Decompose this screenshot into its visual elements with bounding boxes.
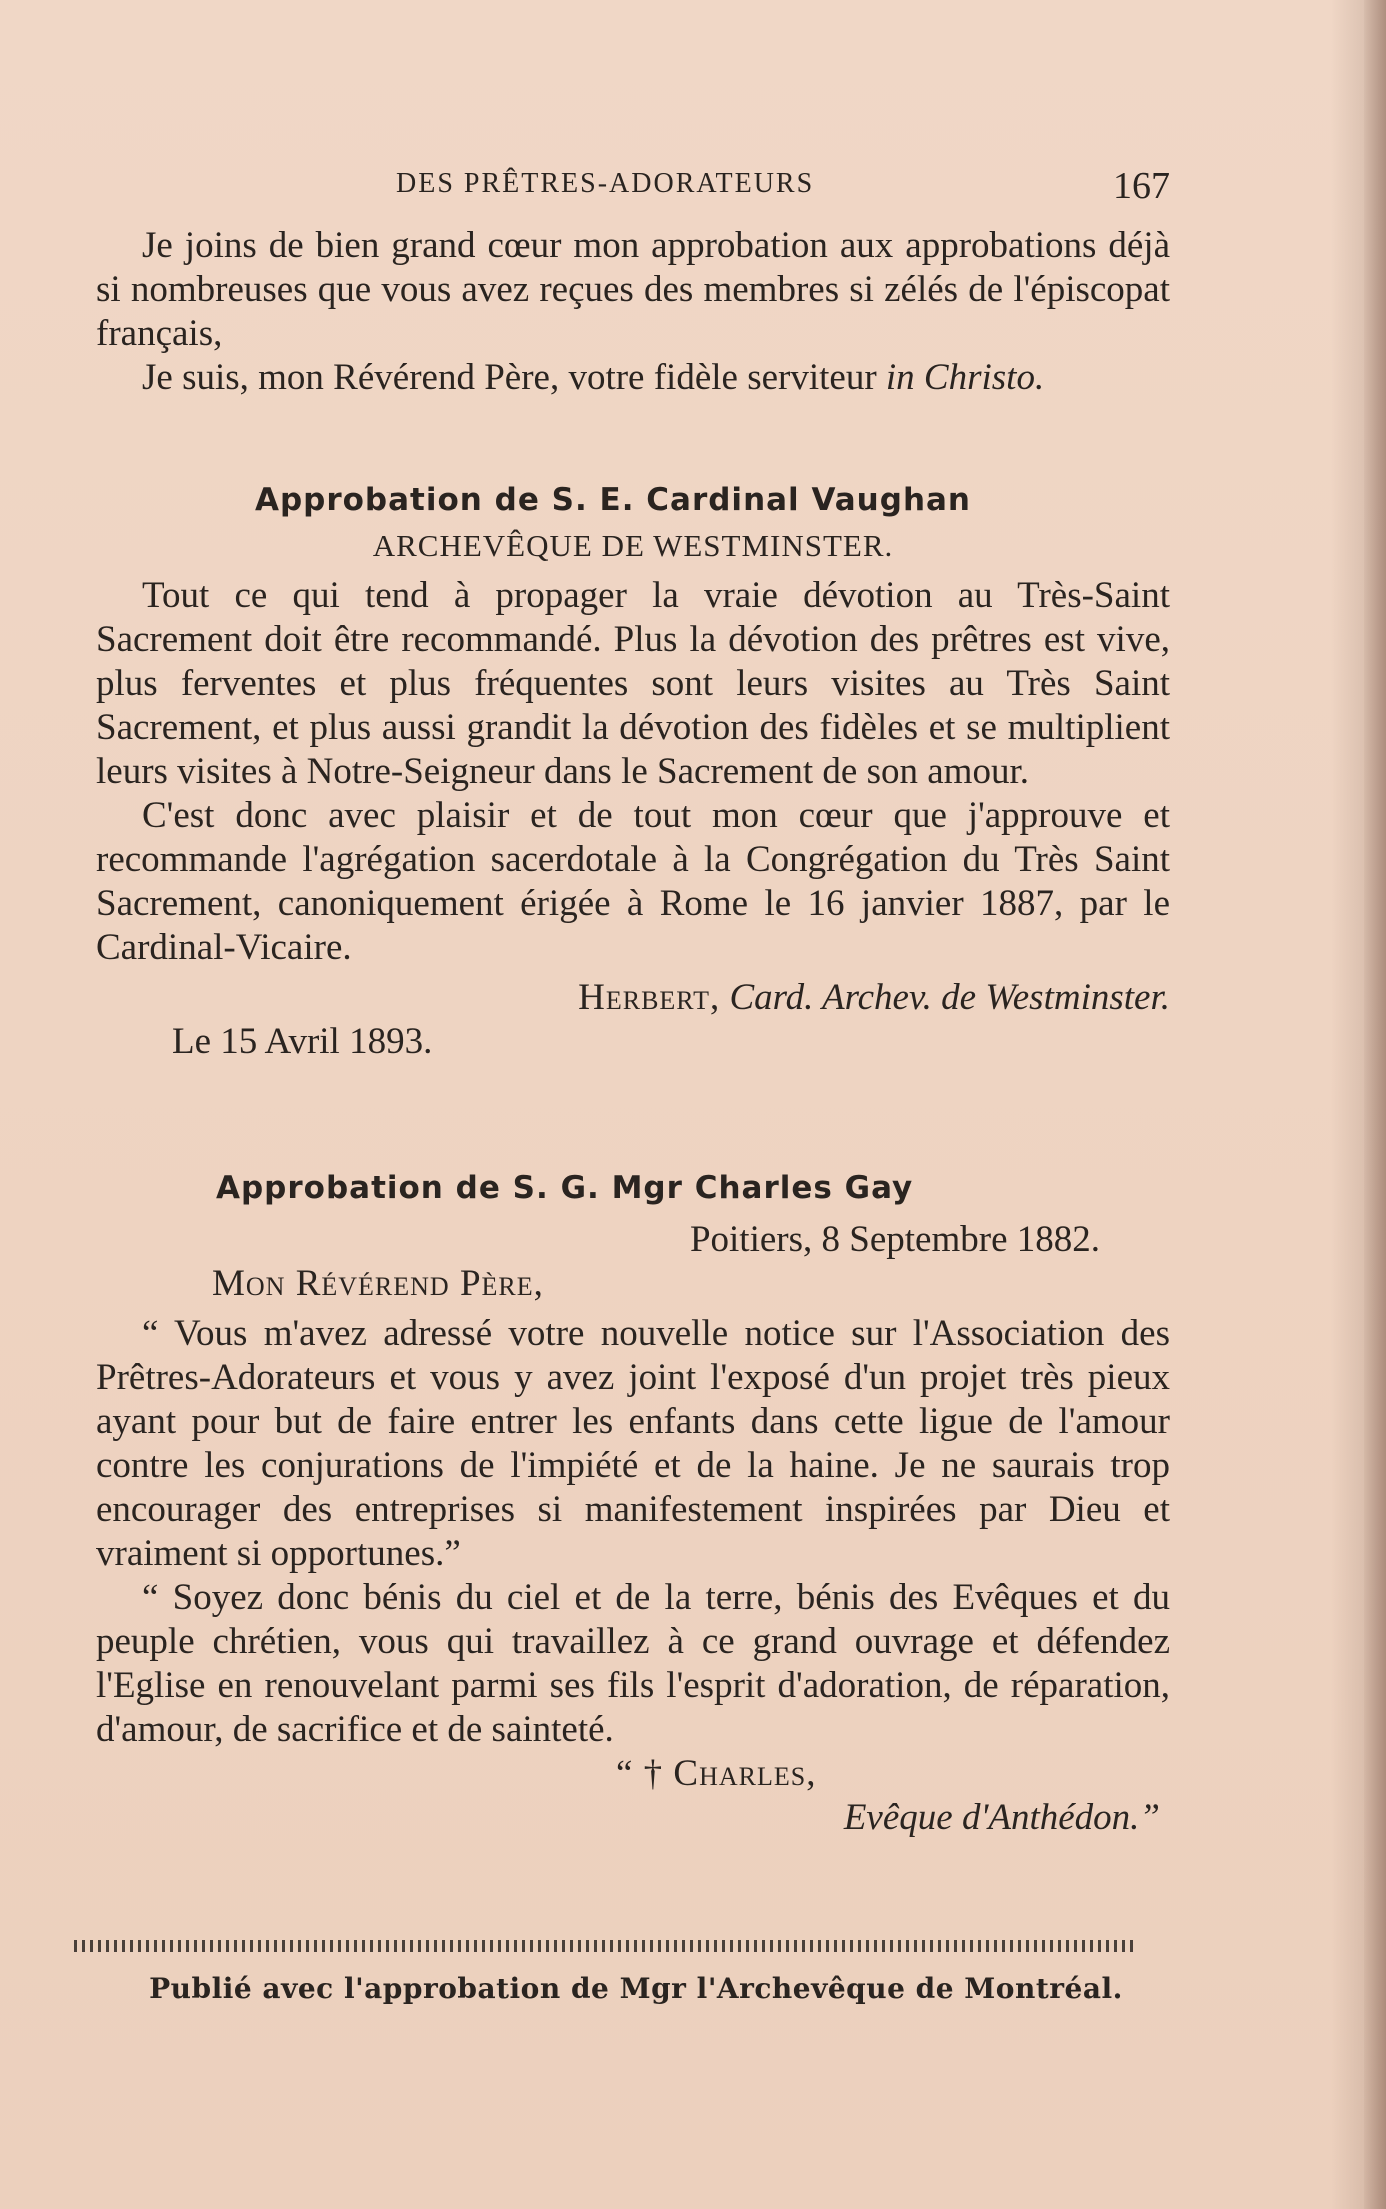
vaughan-date: Le 15 Avril 1893. bbox=[172, 1021, 433, 1062]
letter-closing bbox=[96, 356, 1170, 400]
running-head bbox=[96, 160, 1170, 220]
gay-paragraph: “ Soyez donc bénis du ciel et de la terre, bénis des Evêques et du peuple chrétien, vous qui travaillez à ce grand ouvrage et défendez l'Eglise en renouvelant parmi ses fils l'esprit d'adoration, de réparation, d'amour, de sacrifice et de sainteté. bbox=[96, 1577, 1170, 1750]
vaughan-paragraph: Tout ce qui tend à propager la vraie dévotion au Très-Saint Sacrement doit être recommandé. Plus la dévotion des prêtres est vive, plus ferventes et plus fréquentes sont leurs visites au Très Saint Sacrement, et plus aussi grandit la dévotion des fidèles et se multiplient leurs visites à Notre-Seigneur dans le Sacrement de son amour. bbox=[96, 575, 1170, 792]
signature-title: Card. Archev. de Westminster. bbox=[729, 977, 1170, 1018]
page-edge-shadow bbox=[1364, 0, 1386, 2209]
running-title: DES PRÊTRES-ADORATEURS bbox=[396, 168, 815, 199]
closing-italic: in Christo. bbox=[885, 357, 1045, 398]
signature-name: Herbert, bbox=[578, 977, 721, 1018]
closing-text: Je suis, mon Révérend Père, votre fidèle serviteur bbox=[142, 357, 886, 398]
letter-ending bbox=[96, 224, 1170, 400]
vaughan-signature bbox=[96, 976, 1170, 1020]
section-heading-vaughan: Approbation de S. E. Cardinal Vaughan bbox=[254, 482, 972, 518]
salutation: Mon Révérend Père, bbox=[212, 1263, 544, 1304]
vaughan-section bbox=[96, 478, 1170, 1064]
page-number: 167 bbox=[1113, 165, 1170, 207]
imprint-line: Publié avec l'approbation de Mgr l'Archevêque de Montréal. bbox=[149, 1972, 1123, 2005]
gay-paragraph: “ Vous m'avez adressé votre nouvelle notice sur l'Association des Prêtres-Adorateurs et vous y avez joint l'exposé d'un projet très pieux ayant pour but de faire entrer les enfants dans cette ligue de l'amour contre les conjurations de l'impiété et de la haine. Je ne saurais trop encourager des entreprises si manifestement inspirées par Dieu et vraiment si opportunes.” bbox=[96, 1313, 1170, 1574]
vaughan-paragraph: C'est donc avec plaisir et de tout mon cœur que j'approuve et recommande l'agrégation sacerdotale à la Congrégation du Très Saint Sacrement, canoniquement érigée à Rome le 16 janvier 1887, par le Cardinal-Vicaire. bbox=[96, 795, 1170, 968]
place-date: Poitiers, 8 Septembre 1882. bbox=[689, 1219, 1100, 1260]
gay-signature-title bbox=[96, 1796, 1170, 1840]
section-subheading: ARCHEVÊQUE DE WESTMINSTER. bbox=[372, 528, 894, 563]
ornamental-rule bbox=[72, 1940, 1136, 1952]
section-heading-gay: Approbation de S. G. Mgr Charles Gay bbox=[216, 1170, 914, 1206]
signature-title-italic: Evêque d'Anthédon.” bbox=[843, 1797, 1160, 1838]
letter-paragraph: Je joins de bien grand cœur mon approbation aux approbations déjà si nombreuses que vous avez reçues des membres si zélés de l'épiscopat français, bbox=[96, 225, 1170, 354]
gay-section bbox=[96, 1166, 1170, 1840]
gay-signature-name: “ † Charles, bbox=[616, 1753, 817, 1794]
